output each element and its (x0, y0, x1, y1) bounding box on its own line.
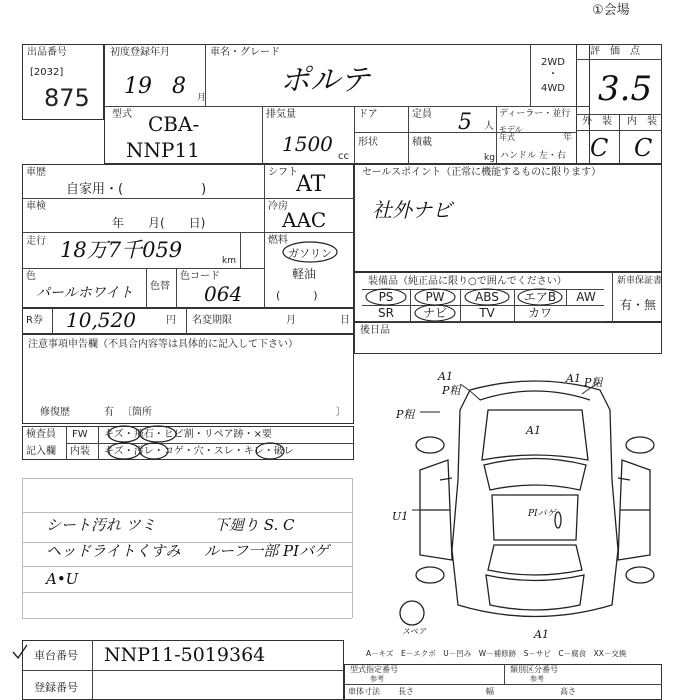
model-desig-ref: 参考 (370, 675, 384, 683)
model-value-1: CBA- (148, 112, 200, 136)
history-label: 車歴 (26, 167, 46, 178)
inspector-label-1: 検査員 (26, 429, 56, 440)
shift-label: シフト (268, 167, 298, 178)
fuel-other: ( ) (276, 289, 318, 302)
first-reg-year: 19 (124, 74, 152, 99)
exterior-label: 外 装 (582, 116, 612, 127)
equipment-label: 装備品（純正品に限り○で囲んでください） (368, 276, 567, 287)
capacity-value: 5 (458, 110, 472, 135)
month-suffix: 月 (197, 93, 207, 103)
displacement-label: 排気量 (266, 109, 296, 120)
load-unit: kg (484, 153, 495, 163)
equipment-circles (362, 286, 572, 324)
mark-p-rough-2: P粗 (584, 376, 603, 389)
mark-a1-front-right: A1 (566, 372, 581, 385)
note-roof: ルーフ一部 PIバゲ (204, 542, 330, 560)
mark-pi-peel: PIバゲ (528, 509, 556, 519)
mark-a1-rear: A1 (534, 628, 549, 641)
dealer-label: ディーラー・並行 (499, 109, 571, 119)
interior-inspect-label: 内装 (70, 446, 90, 457)
repair-have: 有 (104, 407, 114, 418)
color-change-label: 色替 (150, 281, 170, 292)
sales-point-value: 社外ナビ (372, 198, 452, 222)
load-label: 積載 (412, 137, 432, 148)
equip-abs: ABS (475, 290, 499, 304)
reg-label: 登録番号 (34, 681, 78, 694)
car-name: ポルテ (280, 63, 370, 98)
displacement-unit: cc (338, 151, 349, 162)
lot-number-sub: [2032] (30, 67, 64, 78)
color-value: パールホワイト (36, 285, 134, 301)
repair-label: 修復歴 (40, 407, 70, 418)
history-value: 自家用・( ) (66, 182, 207, 197)
gasoline-circle (280, 240, 340, 264)
ac-label: 冷房 (268, 201, 288, 212)
width-label: 幅 (486, 687, 494, 696)
shape-label: 形状 (358, 137, 378, 148)
mileage-label: 走行 (26, 236, 46, 247)
mileage-value: 18万7千059 (60, 238, 183, 262)
venue-header: ①会場 (592, 3, 630, 18)
inspection-label: 車検 (26, 201, 46, 212)
warranty-label: 新車保証書 (617, 276, 663, 286)
interior-inspect-items: キズ・汚レ・コゲ・穴・スレ・キレ・破レ (104, 446, 294, 457)
drive-2wd: 2WD (541, 57, 565, 68)
note-headlight: ヘッドライトくすみ (46, 542, 181, 560)
notes-label: 注意事項申告欄（不具合内容等は具体的に記入して下さい） (28, 339, 298, 350)
warranty-value: 有・無 (620, 298, 657, 312)
equip-aw: AW (576, 290, 596, 304)
height-label: 高さ (560, 687, 576, 696)
equip-sr: SR (378, 306, 394, 320)
car-name-label: 車名・グレード (210, 47, 280, 58)
rear-items-label: 後日品 (360, 325, 390, 336)
color-code-label: 色コード (180, 271, 220, 282)
mark-a1-front-left: A1 (438, 370, 453, 383)
drive-4wd: 4WD (541, 83, 565, 94)
recycle-value: 10,520 (66, 308, 136, 332)
chassis-label: 車台番号 (34, 649, 78, 662)
equip-tv: TV (479, 306, 495, 320)
mark-a1-hood: A1 (526, 424, 541, 437)
repair-close: 〕 (336, 407, 346, 418)
inspector-circles (100, 424, 320, 464)
note-seat-stain: シート汚れ ツミ (46, 516, 156, 534)
checkmark-icon (10, 642, 30, 662)
fw-label: FW (72, 429, 88, 440)
fuel-label: 燃料 (268, 235, 288, 246)
displacement-value: 1500 (282, 132, 333, 156)
equip-pw: PW (425, 290, 445, 304)
inspector-label-2: 記入欄 (26, 446, 56, 457)
body-size-label: 車体寸法 (348, 687, 380, 696)
model-label: 型式 (112, 109, 132, 120)
fuel-gasoline: ガソリン (288, 247, 332, 260)
lot-number-label: 出品番号 (27, 47, 67, 58)
model-year-unit: 年 (563, 133, 573, 143)
name-change-day: 日 (340, 315, 350, 326)
sales-point-label: セールスポイント（正常に機能するものに限ります） (362, 167, 602, 178)
interior-grade: C (634, 134, 653, 162)
model-year-label: モデル年式 (499, 125, 523, 142)
note-underbody: 下廻り S. C (214, 516, 295, 534)
color-label: 色 (26, 271, 36, 282)
model-value-2: NNP11 (126, 138, 200, 162)
rear-items-box (354, 322, 662, 354)
inspection-value: 年 月( 日) (112, 216, 206, 230)
lot-number: 875 (44, 84, 90, 112)
mark-p-rough-1: P粗 (442, 384, 461, 397)
recycle-label: R券 (26, 315, 43, 326)
first-reg-label: 初度登録年月 (110, 47, 170, 58)
grade-value: 3.5 (598, 69, 653, 109)
category-label: 類別区分番号 (510, 665, 558, 674)
note-au: A•U (46, 570, 79, 588)
ac-value: AAC (282, 208, 327, 232)
fw-items: キズ・飛石・ヒビ割・リペア跡・×要 (104, 429, 272, 440)
handle-label: ハンドル 左・右 (500, 151, 566, 161)
interior-label: 内 装 (627, 116, 657, 127)
drive-dot: ・ (548, 69, 558, 80)
car-damage-diagram (392, 360, 670, 650)
name-change-label: 名変期限 (192, 315, 232, 326)
shift-value: AT (296, 172, 326, 197)
name-change-month: 月 (286, 315, 296, 326)
mark-spare: スペア (402, 627, 426, 636)
capacity-unit: 人 (484, 121, 494, 132)
color-code-value: 064 (204, 282, 243, 306)
mark-u1-side: U1 (392, 510, 409, 523)
equip-ps: PS (378, 290, 394, 304)
door-label: ドア (358, 109, 378, 120)
equip-navi: ナビ (422, 306, 447, 320)
fuel-diesel: 軽油 (292, 267, 317, 281)
damage-legend: A－キズ E－エクボ U－凹み W－補修跡 S－サビ C－腐食 XX－交換 (366, 649, 627, 658)
exterior-grade: C (590, 134, 609, 162)
length-label: 長さ (398, 687, 414, 696)
grade-label: 評 価 点 (590, 46, 640, 57)
mark-p-rough-3: P粗 (396, 408, 415, 421)
repair-location: 〔箇所 (122, 407, 152, 418)
chassis-number: NNP11-5019364 (104, 644, 266, 666)
mileage-unit: km (222, 256, 236, 266)
model-desig-label: 型式指定番号 (350, 665, 398, 674)
category-ref: 参考 (530, 675, 544, 683)
equip-leather: カワ (527, 306, 552, 320)
capacity-label: 定員 (412, 109, 432, 120)
recycle-unit: 円 (166, 315, 176, 326)
first-reg-month: 8 (172, 74, 186, 99)
equip-airbag: エアB (523, 290, 557, 304)
